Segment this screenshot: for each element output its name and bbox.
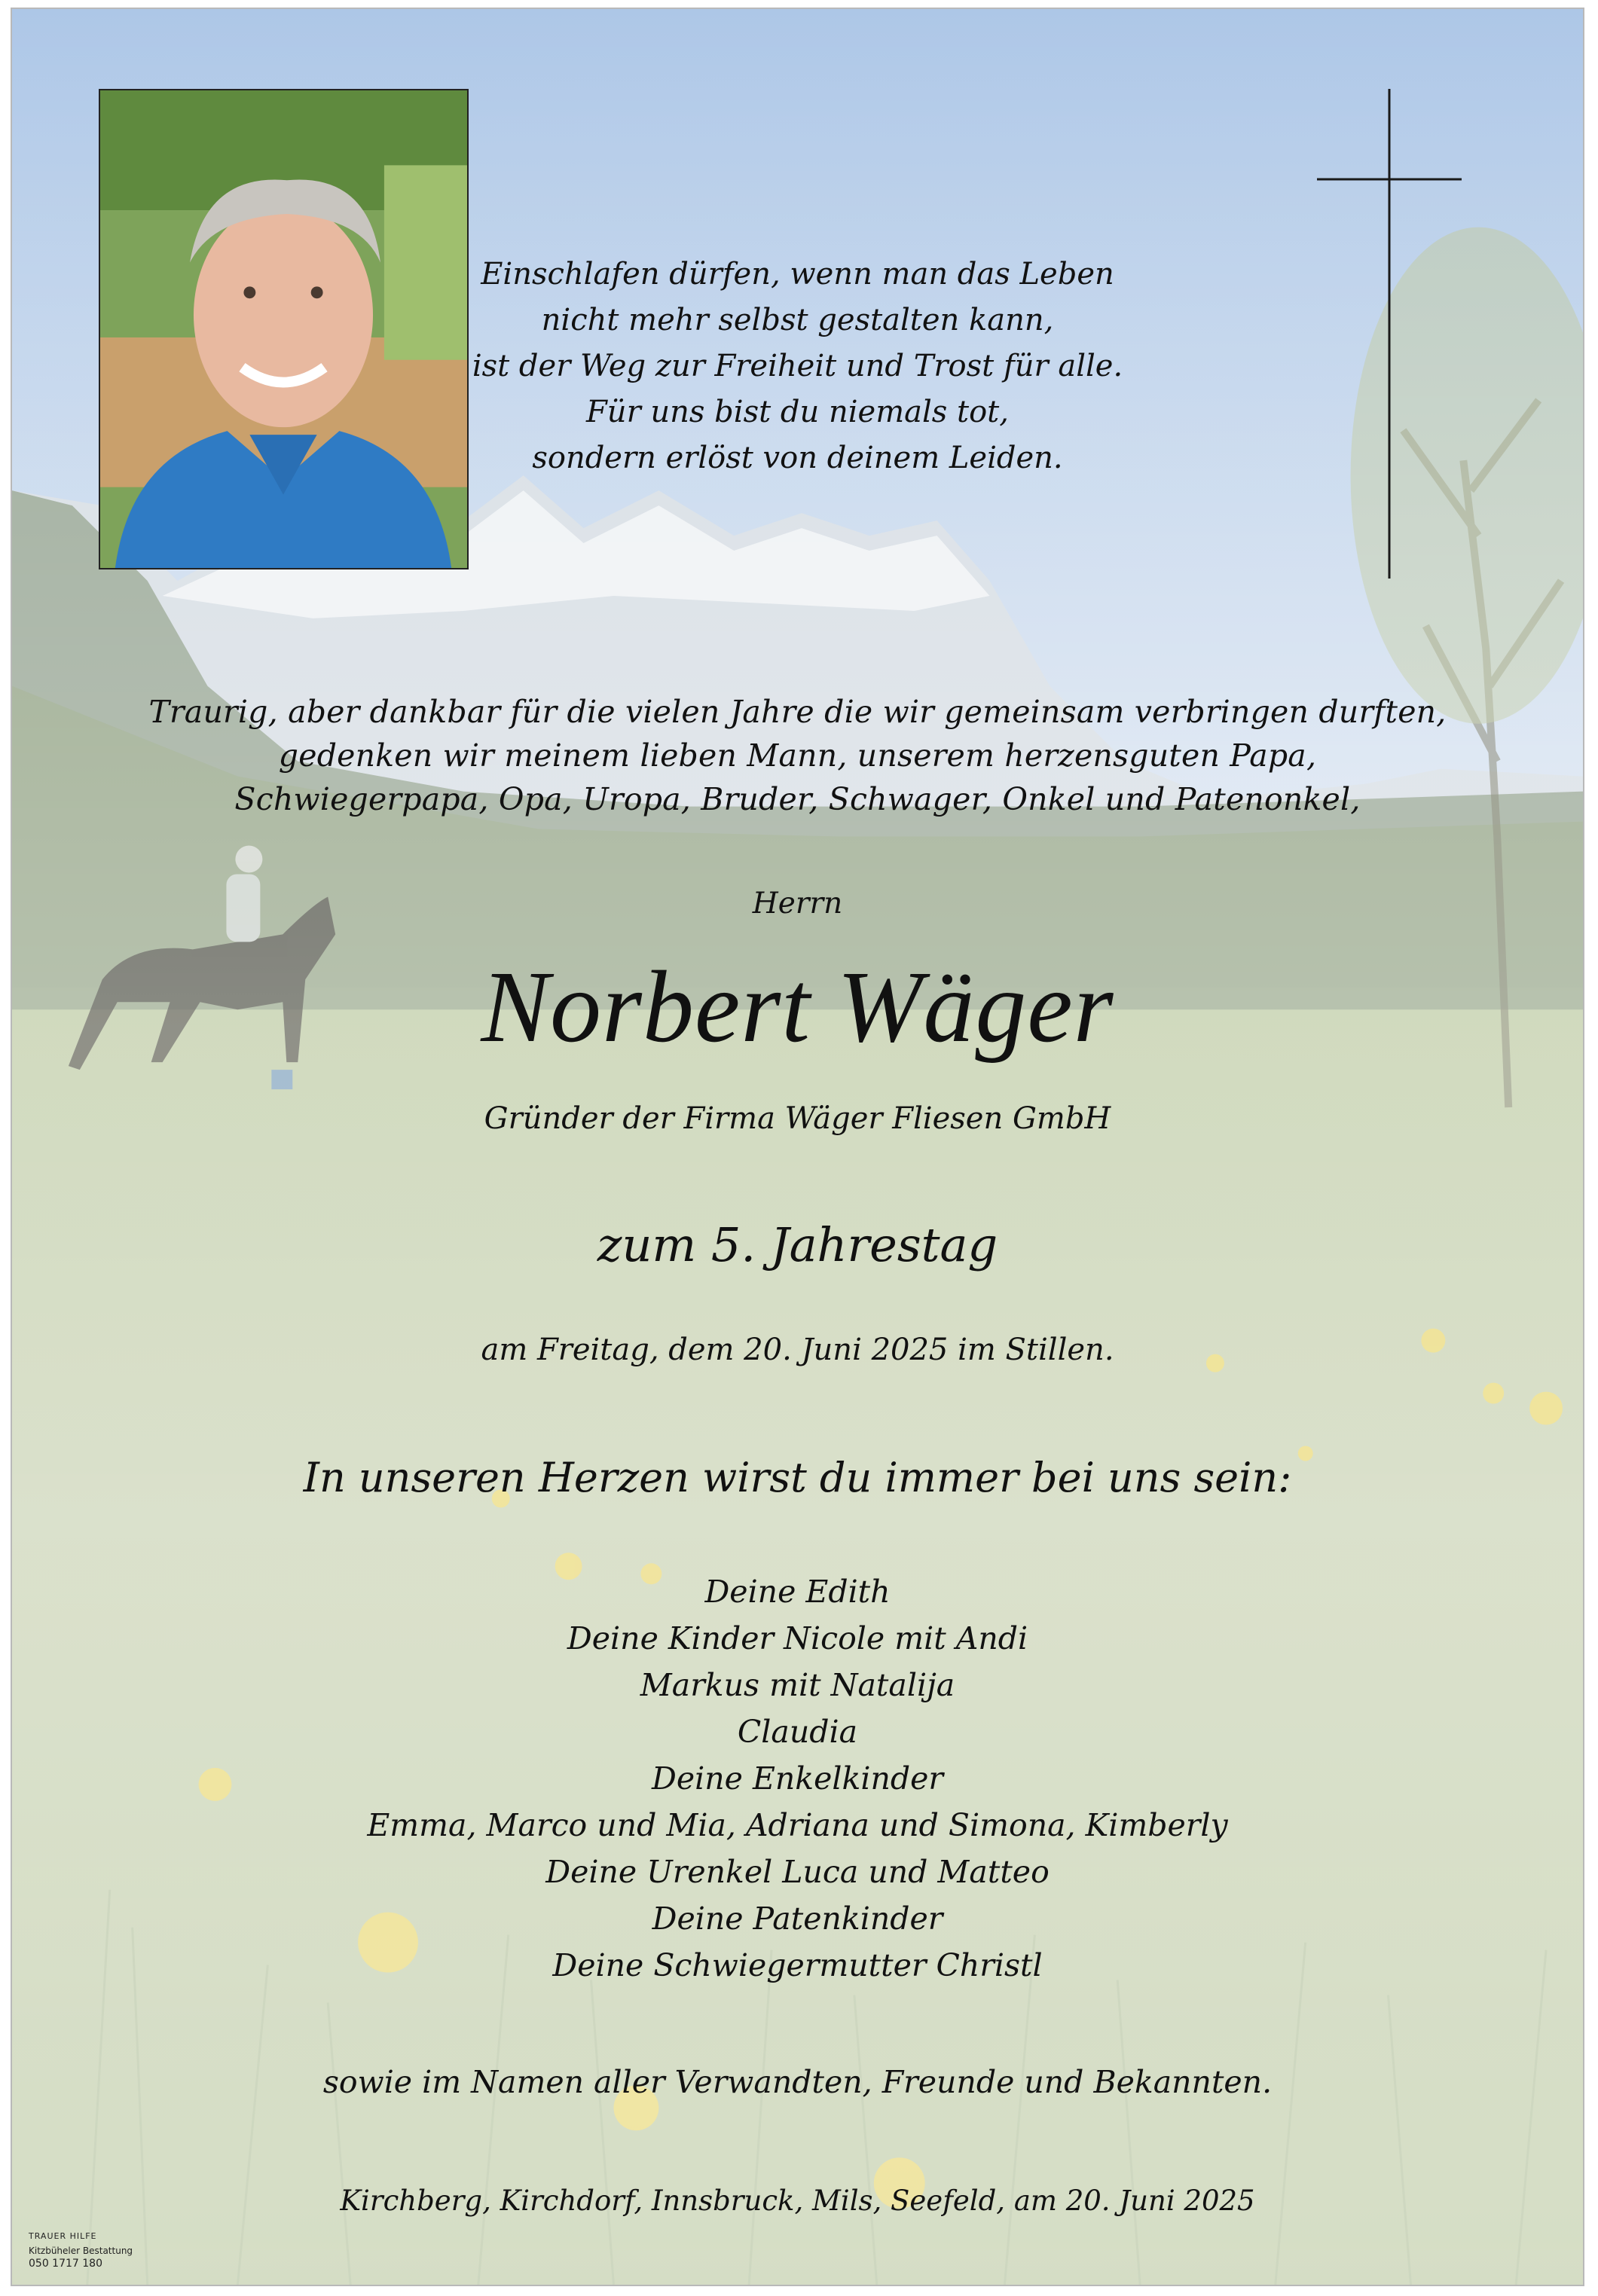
deceased-name: Norbert Wäger [481,951,1114,1064]
family-line: Deine Schwiegermutter Christl [552,1947,1043,1983]
family-line: Deine Edith [704,1574,891,1610]
logo-phone: 050 1717 180 [29,2258,102,2270]
logo-company: Kitzbüheler Bestattung [29,2246,133,2256]
funeral-home-logo [29,2231,209,2285]
family-line: Deine Kinder Nicole mit Andi [567,1620,1028,1656]
intro-line: gedenken wir meinem lieben Mann, unserem herzensguten Papa, [278,737,1317,774]
relatives-line: sowie im Namen aller Verwandten, Freunde und Bekannten. [322,2064,1273,2100]
family-line: Claudia [737,1714,858,1750]
place-date: Kirchberg, Kirchdorf, Innsbruck, Mils, Seefeld, am 20. Juni 2025 [340,2185,1255,2217]
date-text: am Freitag, dem 20. Juni 2025 im Stillen. [481,1333,1114,1367]
obituary-card [11,8,1584,2286]
poem-line: nicht mehr selbst gestalten kann, [541,303,1054,337]
salutation: Herrn [752,887,843,921]
poem-line: sondern erlöst von deinem Leiden. [532,441,1063,475]
family-line: Deine Urenkel Luca und Matteo [545,1854,1050,1890]
intro-text [12,690,1583,821]
family-line: Emma, Marco und Mia, Adriana und Simona, Kimberly [367,1807,1228,1843]
poem-line: Für uns bist du niemals tot, [586,395,1009,429]
poem [12,252,1583,481]
poem-line: ist der Weg zur Freiheit und Trost für alle. [472,349,1123,383]
family-line: Deine Enkelkinder [652,1760,943,1797]
family-line: Markus mit Natalija [640,1667,955,1703]
family-list [12,1568,1583,1989]
logo-brand: TRAUER HILFE [29,2231,97,2241]
intro-line: Traurig, aber dankbar für die vielen Jahre die wir gemeinsam verbringen durften, [148,694,1447,730]
family-line: Deine Patenkinder [652,1901,943,1937]
anniversary-heading: zum 5. Jahrestag [597,1217,998,1272]
firm-subtitle: Gründer der Firma Wäger Fliesen GmbH [484,1101,1111,1136]
intro-line: Schwiegerpapa, Opa, Uropa, Bruder, Schwager, Onkel und Patenonkel, [234,781,1361,817]
poem-line: Einschlafen dürfen, wenn man das Leben [481,257,1114,292]
motto: In unseren Herzen wirst du immer bei uns sein: [303,1454,1292,1501]
